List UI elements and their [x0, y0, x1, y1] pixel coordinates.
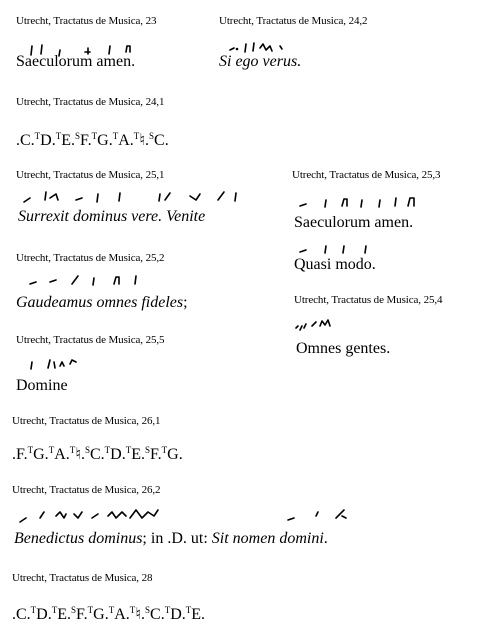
solmization-marker: T [161, 445, 168, 455]
solmization-letter: .F. [12, 446, 28, 463]
text-26-2-a: Benedictus dominus [14, 530, 143, 547]
caption-25-1: Utrecht, Tractatus de Musica, 25,1 [16, 169, 165, 181]
solmization-letter: D. [36, 606, 52, 623]
letter-row-24-1 [16, 130, 169, 150]
neume-row-25-5 [26, 356, 106, 378]
solmization-letter: .C. [16, 132, 35, 149]
solmization-marker: T [164, 605, 171, 615]
neume-row-25-2 [24, 272, 164, 294]
neume-row-26-2 [18, 506, 368, 528]
text-26-2 [14, 530, 328, 548]
text-24-2: Si ego verus. [219, 53, 302, 70]
solmization-marker: T [91, 131, 98, 141]
solmization-marker: S [84, 445, 90, 455]
letter-row-28 [12, 604, 205, 624]
solmization-marker: T [48, 445, 55, 455]
caption-25-5: Utrecht, Tractatus de Musica, 25,5 [16, 334, 165, 346]
neume-row-25-4 [294, 316, 394, 338]
solmization-letter: D. [170, 606, 186, 623]
solmization-marker: T [133, 131, 140, 141]
caption-26-1: Utrecht, Tractatus de Musica, 26,1 [12, 415, 161, 427]
solmization-letter: E. [131, 446, 145, 463]
caption-24-1: Utrecht, Tractatus de Musica, 24,1 [16, 96, 165, 108]
solmization-letter: ♮. [139, 132, 149, 149]
solmization-marker: S [71, 605, 77, 615]
text-23: Saeculorum amen. [16, 53, 136, 70]
caption-25-2: Utrecht, Tractatus de Musica, 25,2 [16, 252, 165, 264]
solmization-letter: F. [150, 446, 162, 463]
solmization-marker: T [112, 131, 119, 141]
solmization-marker: S [75, 131, 81, 141]
solmization-letter: A. [54, 446, 70, 463]
text-25-2-punct: ; [183, 294, 188, 311]
solmization-marker: T [51, 605, 58, 615]
neume-row-25-1 [20, 188, 260, 210]
solmization-letter: G. [167, 446, 183, 463]
solmization-letter: .C. [12, 606, 31, 623]
solmization-letter: F. [76, 606, 88, 623]
solmization-letter: E. [57, 606, 72, 623]
caption-28: Utrecht, Tractatus de Musica, 28 [12, 572, 153, 584]
solmization-marker: S [149, 131, 155, 141]
solmization-letter: G. [97, 132, 113, 149]
solmization-marker: T [69, 445, 76, 455]
text-25-1: Surrexit dominus vere. Venite [18, 208, 206, 225]
text-25-2-main: Gaudeamus omnes fideles [16, 294, 184, 311]
solmization-marker: T [129, 605, 136, 615]
solmization-marker: T [108, 605, 115, 615]
solmization-letter: D. [40, 132, 56, 149]
solmization-letter: E. [61, 132, 76, 149]
solmization-marker: T [104, 445, 111, 455]
caption-26-2: Utrecht, Tractatus de Musica, 26,2 [12, 484, 161, 496]
text-quasi-modo: Quasi modo. [294, 256, 376, 273]
solmization-letter: A. [114, 606, 130, 623]
solmization-letter: ♮. [75, 446, 85, 463]
solmization-letter: F. [80, 132, 92, 149]
solmization-marker: S [145, 445, 151, 455]
letter-row-26-1 [12, 444, 183, 464]
caption-23: Utrecht, Tractatus de Musica, 23 [16, 15, 157, 27]
caption-25-3: Utrecht, Tractatus de Musica, 25,3 [292, 169, 441, 181]
solmization-letter: C. [154, 132, 169, 149]
solmization-marker: S [145, 605, 151, 615]
solmization-letter: E. [191, 606, 206, 623]
solmization-letter: C. [150, 606, 165, 623]
text-26-2-c: Sit nomen domini [211, 530, 324, 547]
solmization-marker: T [34, 131, 41, 141]
text-26-2-d: . [323, 530, 328, 547]
solmization-marker: T [30, 605, 37, 615]
solmization-letter: C. [89, 446, 105, 463]
caption-24-2: Utrecht, Tractatus de Musica, 24,2 [219, 15, 368, 27]
solmization-letter: G. [93, 606, 109, 623]
caption-25-4: Utrecht, Tractatus de Musica, 25,4 [294, 294, 443, 306]
text-25-4: Omnes gentes. [296, 340, 391, 357]
solmization-letter: ♮. [135, 606, 145, 623]
solmization-letter: D. [110, 446, 126, 463]
solmization-marker: T [27, 445, 34, 455]
solmization-marker: T [185, 605, 192, 615]
solmization-marker: T [125, 445, 132, 455]
text-25-3: Saeculorum amen. [294, 214, 414, 231]
solmization-letter: A. [118, 132, 134, 149]
solmization-marker: T [87, 605, 94, 615]
text-25-2 [16, 294, 188, 312]
solmization-letter: G. [33, 446, 49, 463]
neume-row-25-3 [296, 194, 436, 216]
text-25-5: Domine [16, 377, 68, 394]
text-26-2-b: ; in .D. ut: [142, 530, 212, 547]
solmization-marker: T [55, 131, 62, 141]
